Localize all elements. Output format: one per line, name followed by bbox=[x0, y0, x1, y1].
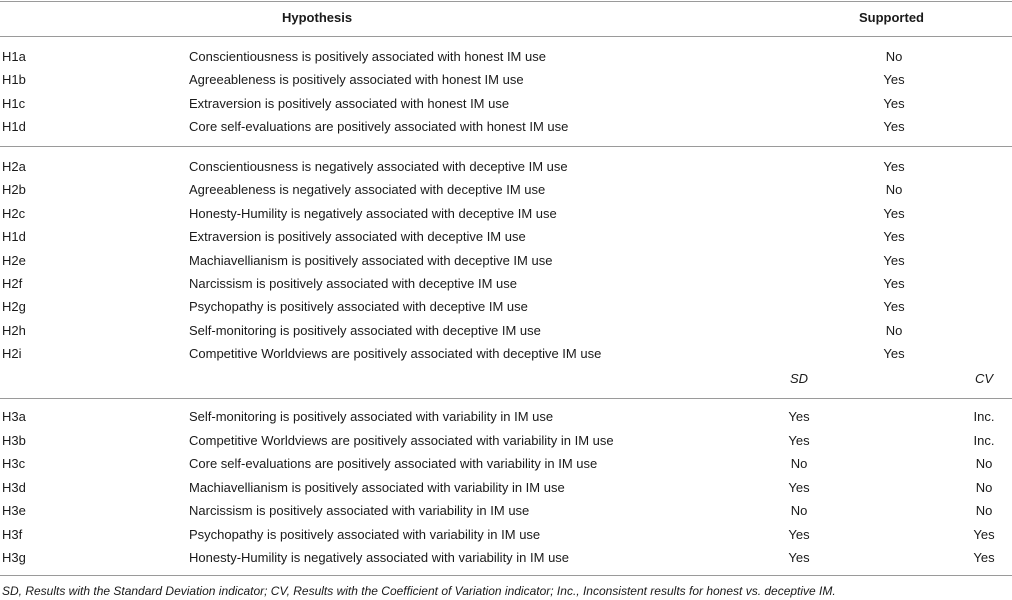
row-text: Competitive Worldviews are positively associated with variability in IM use bbox=[189, 433, 614, 448]
row-id: H2i bbox=[2, 346, 22, 361]
row-text: Core self-evaluations are positively associated with variability in IM use bbox=[189, 456, 598, 471]
row-text: Extraversion is positively associated with deceptive IM use bbox=[189, 229, 526, 244]
header-rule bbox=[0, 36, 1012, 37]
row-text: Honesty-Humility is negatively associated with variability in IM use bbox=[189, 550, 570, 565]
row-id: H3d bbox=[2, 480, 26, 495]
row-id: H2f bbox=[2, 276, 23, 291]
row-id: H3a bbox=[2, 409, 26, 424]
row-text: Agreeableness is negatively associated with deceptive IM use bbox=[189, 182, 546, 197]
row-id: H2a bbox=[2, 159, 26, 174]
row-text: Psychopathy is positively associated with deceptive IM use bbox=[189, 299, 528, 314]
row-text: Psychopathy is positively associated with variability in IM use bbox=[189, 527, 541, 542]
row-text: Conscientiousness is negatively associated with deceptive IM use bbox=[189, 159, 568, 174]
row-id: H2g bbox=[2, 299, 26, 314]
row-text: Self-monitoring is positively associated with deceptive IM use bbox=[189, 323, 541, 338]
row-id: H1b bbox=[2, 72, 26, 87]
header-hypothesis: Hypothesis bbox=[282, 10, 353, 25]
bottom-rule bbox=[0, 575, 1012, 576]
row-id: H3e bbox=[2, 503, 26, 518]
row-id: H3c bbox=[2, 456, 26, 471]
table-footnote: SD, Results with the Standard Deviation indicator; CV, Results with the Coefficient of Variation indicator; Inc., Inconsistent results for honest vs. deceptive IM. bbox=[2, 584, 836, 598]
row-id: H2e bbox=[2, 253, 26, 268]
row-id: H1c bbox=[2, 96, 26, 111]
row-id: H3g bbox=[2, 550, 26, 565]
row-id: H3f bbox=[2, 527, 23, 542]
row-text: Extraversion is positively associated with honest IM use bbox=[189, 96, 510, 111]
row-id: H1d bbox=[2, 229, 26, 244]
row-text: Honesty-Humility is negatively associated with deceptive IM use bbox=[189, 206, 557, 221]
row-text: Narcissism is positively associated with deceptive IM use bbox=[189, 276, 518, 291]
row-id: H2c bbox=[2, 206, 26, 221]
row-id: H2b bbox=[2, 182, 26, 197]
row-id: H2h bbox=[2, 323, 26, 338]
group-rule bbox=[0, 146, 1012, 147]
row-text: Core self-evaluations are positively associated with honest IM use bbox=[189, 119, 569, 134]
row-id: H1d bbox=[2, 119, 26, 134]
row-text: Narcissism is positively associated with variability in IM use bbox=[189, 503, 530, 518]
row-text: Machiavellianism is positively associated with variability in IM use bbox=[189, 480, 565, 495]
top-rule bbox=[0, 1, 1012, 2]
row-text: Conscientiousness is positively associated with honest IM use bbox=[189, 49, 546, 64]
row-id: H3b bbox=[2, 433, 26, 448]
header-supported: Supported bbox=[859, 10, 924, 25]
row-text: Agreeableness is positively associated with honest IM use bbox=[189, 72, 524, 87]
row-text: Machiavellianism is positively associated with deceptive IM use bbox=[189, 253, 553, 268]
row-id: H1a bbox=[2, 49, 26, 64]
group-rule bbox=[0, 398, 1012, 399]
row-text: Competitive Worldviews are positively associated with deceptive IM use bbox=[189, 346, 602, 361]
row-text: Self-monitoring is positively associated with variability in IM use bbox=[189, 409, 554, 424]
